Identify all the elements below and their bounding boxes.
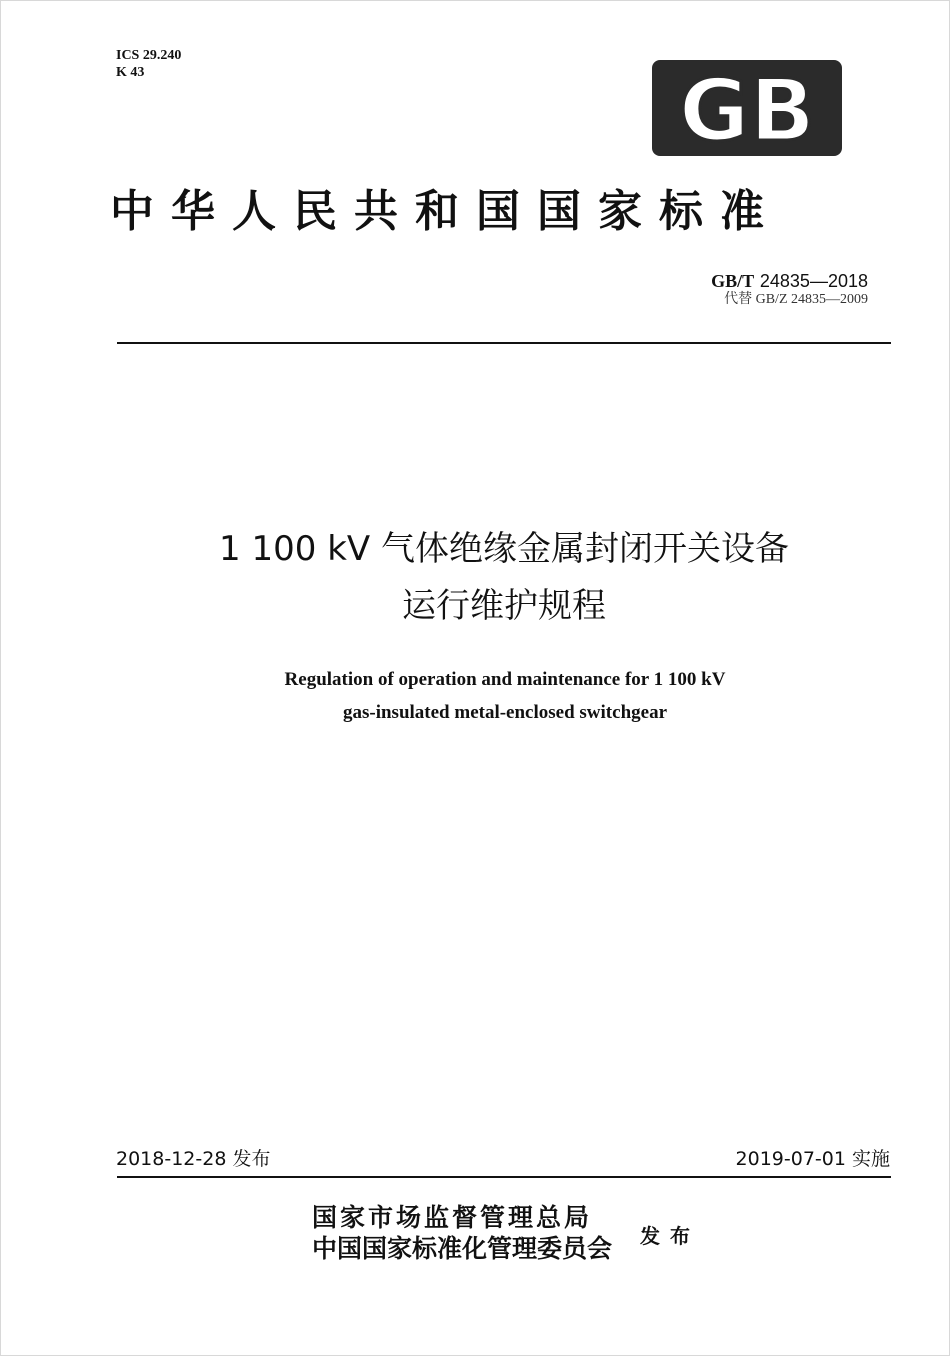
publish-label: 发布 [640, 1224, 700, 1248]
issuer-line2: 中国国家标准化管理委员会 [312, 1234, 613, 1263]
title-cn-line2: 运行维护规程 [402, 586, 606, 626]
title-en-line2: gas-insulated metal-enclosed switchgear [342, 702, 668, 723]
title-cn-line1: 1 100 kV 气体绝缘金属封闭开关设备 [219, 529, 789, 569]
standard-prefix: GB/T [711, 271, 755, 291]
gb-logo-text: GB [678, 61, 816, 156]
replaces-note: 代替 GB/Z 24835—2009 [724, 292, 868, 307]
issuer-line1: 国家市场监督管理总局 [312, 1203, 593, 1232]
ics-code: ICS 29.240 [116, 48, 182, 63]
top-divider [117, 342, 891, 344]
gb-logo [652, 60, 842, 156]
standard-number [711, 270, 868, 293]
title-en-line1: Regulation of operation and maintenance for 1 100 kV [284, 669, 726, 690]
ccs-code: K 43 [116, 65, 145, 80]
classification-codes [116, 47, 181, 81]
issue-date: 2018-12-28 发布 [116, 1148, 271, 1170]
national-standard-title: 中华人民共和国国家标准 [110, 186, 781, 237]
bottom-divider [117, 1176, 891, 1178]
implementation-date: 2019-07-01 实施 [735, 1148, 890, 1170]
standard-code: 24835—2018 [759, 271, 868, 291]
